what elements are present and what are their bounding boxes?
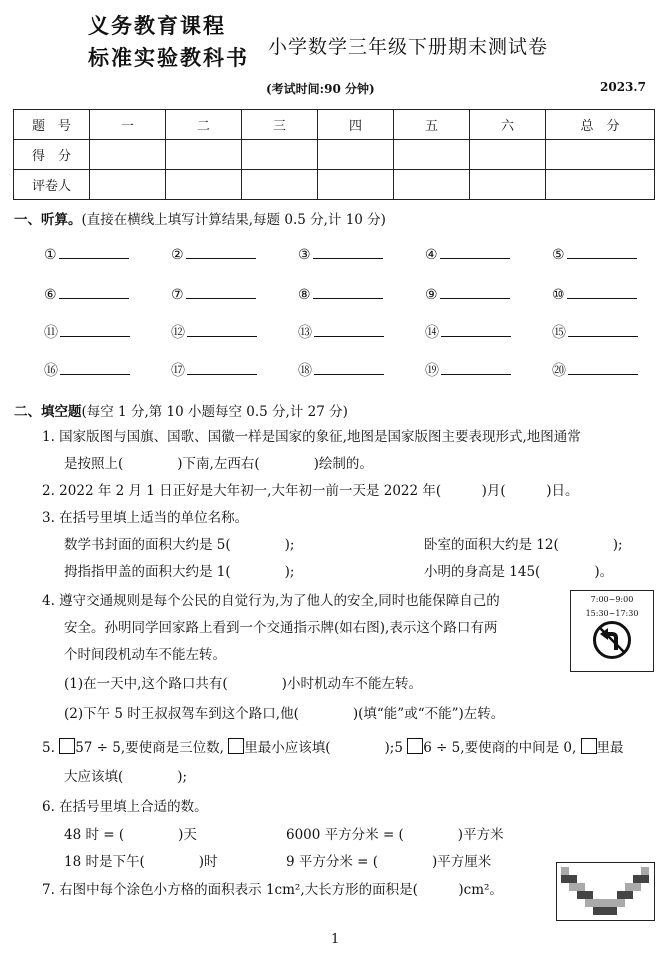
score-input-cell[interactable] [470,140,546,170]
item-number: ⑮ [552,325,566,341]
answer-blank[interactable] [440,244,510,259]
item-number: ① [44,247,57,263]
table-cell: 得 分 [14,140,90,170]
question-5-line2: 大应该填( ); [64,769,188,785]
q5-text-e: 里最 [596,740,624,756]
shaded-square [617,899,625,907]
item-number: ⑲ [425,363,439,379]
no-left-turn-icon [593,621,631,659]
q5-text-d: 6 ÷ 5,要使商的中间是 0, [423,740,577,756]
question-4-part1: (1)在一天中,这个路口共有( )小时机动车不能左转。 [64,676,422,692]
table-cell: 二 [166,110,242,140]
exam-date: 2023.7 [600,80,646,94]
answer-blank[interactable] [567,244,637,259]
grader-input-cell[interactable] [470,170,546,200]
item-number: ⑤ [552,247,565,263]
answer-blank[interactable] [313,284,383,299]
shaded-square [561,875,569,883]
grader-input-cell[interactable] [318,170,394,200]
digit-box[interactable] [407,738,423,754]
item-number: ⑬ [298,325,312,341]
mental-math-item [44,284,129,303]
item-number: ③ [298,247,311,263]
answer-blank[interactable] [568,322,638,337]
mental-math-item [298,322,384,342]
item-number: ⑩ [552,287,565,303]
mental-math-item [298,244,383,263]
mental-math-item [552,244,637,263]
question-5-line1 [42,738,624,757]
mental-math-item [552,284,637,303]
section1-title: 一、听算。 [14,212,82,228]
table-cell: 五 [394,110,470,140]
question-6-a: 48 时 = ( )天 [64,827,197,843]
mental-math-item [425,360,511,380]
mental-math-item [171,244,256,263]
shaded-square [593,907,601,915]
score-input-cell[interactable] [90,140,166,170]
shaded-square [585,891,593,899]
answer-blank[interactable] [567,284,637,299]
score-table-header-row [14,110,655,140]
answer-blank[interactable] [441,322,511,337]
q5-text-b: 57 ÷ 5,要使商是三位数, [75,740,224,756]
question-3-line1: 3. 在括号里填上适当的单位名称。 [42,510,249,526]
answer-blank[interactable] [60,360,130,375]
mental-math-item [44,322,130,342]
answer-blank[interactable] [440,284,510,299]
mental-math-item [44,360,130,380]
item-number: ② [171,247,184,263]
question-4-part2: (2)下午 5 时王叔叔驾车到这个路口,他( )(填“能”或“不能”)左转。 [64,706,505,722]
score-input-cell[interactable] [394,140,470,170]
item-number: ⑥ [44,287,57,303]
brand-line2: 标准实验教科书 [88,45,249,70]
question-7: 7. 右图中每个涂色小方格的面积表示 1cm²,大长方形的面积是( )cm²。 [42,882,503,898]
question-3-b: 卧室的面积大约是 12( ); [424,537,623,553]
question-1-line1: 1. 国家版图与国旗、国歌、国徽一样是国家的象征,地图是国家版图主要表现形式,地图通常 [42,429,581,445]
mental-math-item [425,244,510,263]
shaded-square [625,883,633,891]
question-4-line3: 个时间段机动车不能左转。 [64,647,226,663]
shaded-square [585,899,593,907]
item-number: ⑭ [425,325,439,341]
answer-blank[interactable] [314,322,384,337]
mental-math-item [552,360,638,380]
question-3-d: 小明的身高是 145( )。 [424,564,614,580]
page-number: 1 [331,932,340,947]
page-title: 小学数学三年级下册期末测试卷 [268,36,549,58]
shaded-square [641,867,649,875]
shaded-square [577,883,585,891]
shaded-square [633,883,641,891]
question-6-line1: 6. 在括号里填上合适的数。 [42,799,208,815]
answer-blank[interactable] [187,322,257,337]
question-6-c: 18 时是下午( )时 [64,854,218,870]
exam-time: (考试时间:90 分钟) [266,82,375,96]
mental-math-item [552,322,638,342]
item-number: ⑦ [171,287,184,303]
question-4-line2: 安全。孙明同学回家路上看到一个交通指示牌(如右图),表示这个路口有两 [64,620,498,636]
table-cell: 四 [318,110,394,140]
question-4-line1: 4. 遵守交通规则是每个公民的自觉行为,为了他人的安全,同时也能保障自己的 [42,593,500,609]
item-number: ⑧ [298,287,311,303]
score-input-cell[interactable] [166,140,242,170]
mental-math-item [44,244,129,263]
answer-blank[interactable] [186,244,256,259]
answer-blank[interactable] [186,284,256,299]
section1-instruction: (直接在横线上填写计算结果,每题 0.5 分,计 10 分) [81,212,386,228]
shaded-square [569,875,577,883]
shaded-square [569,883,577,891]
table-cell: 题 号 [14,110,90,140]
shaded-square [593,899,601,907]
score-input-cell[interactable] [242,140,318,170]
shaded-square [609,899,617,907]
question-3-a: 数学书封面的面积大约是 5( ); [64,537,295,553]
item-number: ⑳ [552,363,566,379]
shaded-square [609,907,617,915]
mental-math-item [171,360,257,380]
mental-math-item [425,322,511,342]
mental-math-item [298,360,384,380]
traffic-sign-figure [570,590,654,672]
question-3-c: 拇指指甲盖的面积大约是 1( ); [64,564,295,580]
mental-math-item [171,284,256,303]
brand-line1: 义务教育课程 [88,13,226,38]
question-2: 2. 2022 年 2 月 1 日正好是大年初一,大年初一前一天是 2022 年( )月( )日。 [42,483,579,499]
digit-box[interactable] [59,738,75,754]
table-cell: 六 [470,110,546,140]
grader-input-cell[interactable] [90,170,166,200]
question-6-b: 6000 平方分米 = ( )平方米 [286,827,504,843]
mental-math-item [298,284,383,303]
score-row [14,140,655,170]
section2-heading [14,400,348,420]
shaded-square [577,891,585,899]
shaded-square [601,907,609,915]
grader-input-cell[interactable] [546,170,655,200]
digit-box[interactable] [228,738,244,754]
table-cell: 总 分 [546,110,655,140]
shaded-square [561,867,569,875]
shaded-squares-figure [556,862,655,921]
shaded-square [617,891,625,899]
grader-input-cell[interactable] [242,170,318,200]
question-1-line2: 是按照上( )下南,左西右( )绘制的。 [64,456,373,472]
shaded-square [641,875,649,883]
answer-blank[interactable] [59,284,129,299]
shaded-square [601,899,609,907]
item-number: ⑰ [171,363,185,379]
mental-math-item [425,284,510,303]
shaded-square [633,875,641,883]
score-table [13,109,655,200]
table-cell: 评卷人 [14,170,90,200]
answer-blank[interactable] [60,322,130,337]
item-number: ⑯ [44,363,58,379]
digit-box[interactable] [581,738,597,754]
table-cell: 一 [90,110,166,140]
grader-input-cell[interactable] [394,170,470,200]
answer-blank[interactable] [187,360,257,375]
item-number: ⑪ [44,325,58,341]
mental-math-item [171,322,257,342]
q5-number: 5. [42,740,55,756]
score-input-cell[interactable] [318,140,394,170]
item-number: ⑱ [298,363,312,379]
sign-time-1: 7:00~9:00 [590,595,634,604]
answer-blank[interactable] [314,360,384,375]
answer-blank[interactable] [313,244,383,259]
section2-title: 二、填空题 [14,404,82,420]
item-number: ④ [425,247,438,263]
shaded-square [625,891,633,899]
table-cell: 三 [242,110,318,140]
section2-instruction: (每空 1 分,第 10 小题每空 0.5 分,计 27 分) [81,404,348,420]
sign-time-2: 15:30~17:30 [585,609,639,618]
answer-blank[interactable] [441,360,511,375]
score-input-cell[interactable] [546,140,655,170]
answer-blank[interactable] [59,244,129,259]
answer-blank[interactable] [568,360,638,375]
item-number: ⑨ [425,287,438,303]
section1-heading [14,208,386,228]
question-6-d: 9 平方分米 = ( )平方厘米 [286,854,492,870]
item-number: ⑫ [171,325,185,341]
grader-row [14,170,655,200]
q5-text-c: 里最小应该填( );5 [244,740,403,756]
grader-input-cell[interactable] [166,170,242,200]
